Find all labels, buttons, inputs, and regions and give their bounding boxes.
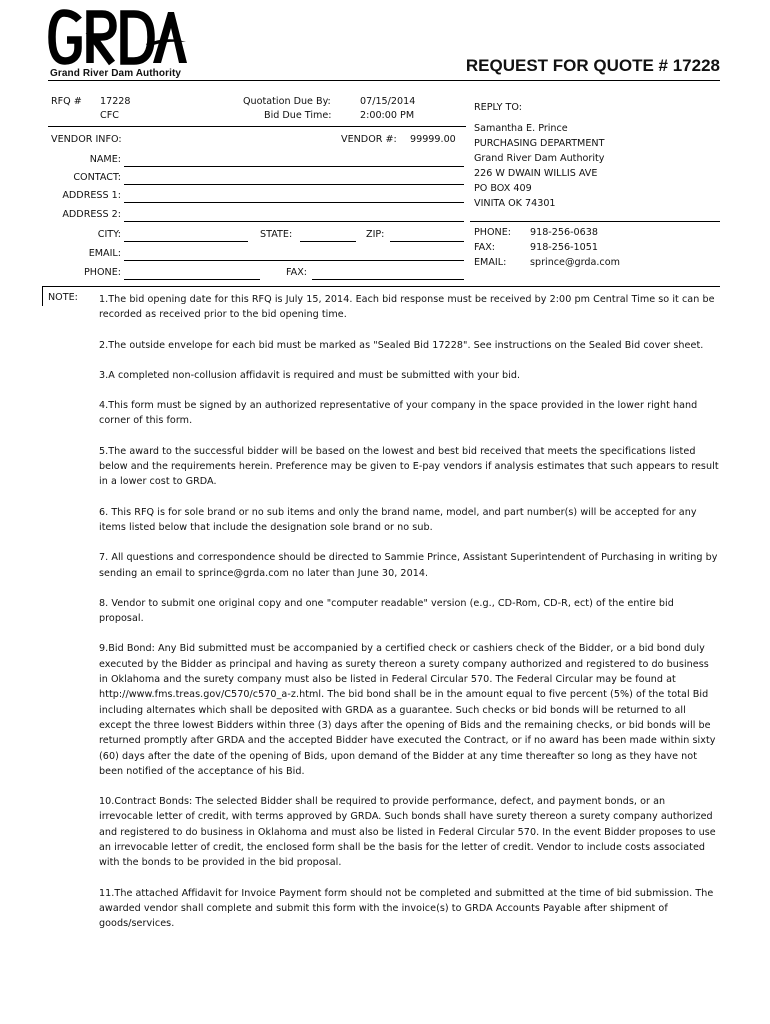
reply-to-line: VINITA OK 74301 <box>474 198 556 209</box>
rfq-label: RFQ # <box>51 96 82 107</box>
note-item: 10.Contract Bonds: The selected Bidder shall be required to provide performance, defect, and payment bonds, or an irrevocable letter of credit, with terms approved by GRDA. Such bonds shall have surety thereon a surety company authorized and registered to do business in Oklahoma and must also be listed in Federal Circular 570. In the event Bidder proposes to use an irrevocable letter of credit, the enclosed form shall be the basis for the letter of credit. Vendor to include costs associated with the bonds to be provided in the bid proposal. <box>99 796 716 869</box>
grda-logo <box>48 8 188 80</box>
note-item: 1.The bid opening date for this RFQ is July 15, 2014. Each bid response must be received by 2:00 pm Central Time so it can be recorded as received prior to the bid opening time. <box>99 294 715 321</box>
reply-fax-label: FAX: <box>474 242 496 253</box>
phone-label: PHONE: <box>83 267 121 278</box>
quotation-due-value: 07/15/2014 <box>360 96 416 107</box>
title-rule <box>48 80 720 81</box>
email-field[interactable] <box>124 260 464 261</box>
note-label: NOTE: <box>48 292 78 303</box>
reply-to-line: PURCHASING DEPARTMENT <box>474 138 605 149</box>
reply-phone-label: PHONE: <box>474 227 512 238</box>
notes-left-rule <box>42 286 43 306</box>
name-field[interactable] <box>124 166 464 167</box>
reply-to-line: Samantha E. Prince <box>474 123 568 134</box>
note-item: 2.The outside envelope for each bid must be marked as "Sealed Bid 17228". See instructions on the Sealed Bid cover sheet. <box>99 339 704 351</box>
reply-to-line: 226 W DWAIN WILLIS AVE <box>474 168 598 179</box>
note-item: 4.This form must be signed by an authorized representative of your company in the space provided in the lower right hand corner of this form. <box>99 400 698 427</box>
reply-email-value: sprince@grda.com <box>530 257 620 268</box>
note-item: 8. Vendor to submit one original copy and one "computer readable" version (e.g., CD-Rom, CD-R, ect) of the entire bid proposal. <box>99 597 674 625</box>
fax-field[interactable] <box>312 279 464 280</box>
vendor-number-label: VENDOR #: <box>341 134 397 145</box>
state-label: STATE: <box>260 229 293 240</box>
reply-to-label: REPLY TO: <box>474 102 522 113</box>
reply-to-rule <box>470 221 720 222</box>
logo-subtitle: Grand River Dam Authority <box>50 68 182 79</box>
document-title: REQUEST FOR QUOTE # 17228 <box>465 56 720 75</box>
contact-field[interactable] <box>124 184 464 185</box>
note-item: 3.A completed non-collusion affidavit is required and must be submitted with your bid. <box>99 369 521 381</box>
logo-mark <box>48 8 188 68</box>
address1-label: ADDRESS 1: <box>62 190 121 201</box>
rfq-code: CFC <box>100 110 119 121</box>
city-label: CITY: <box>97 229 121 240</box>
reply-email-label: EMAIL: <box>474 257 507 268</box>
fax-label: FAX: <box>286 267 308 278</box>
note-item: 5.The award to the successful bidder will be based on the lowest and best bid received that meets the specifications listed below and the requirements herein. Preference may be given to E-pay vendors if analysis estimates that such appears to result in a lower cost to GRDA. <box>99 445 719 488</box>
address2-field[interactable] <box>124 221 464 222</box>
note-item: 7. All questions and correspondence should be directed to Sammie Prince, Assistant Superintendent of Purchasing in writing by sending an email to sprince@grda.com no later than June 30, 2014. <box>99 552 718 579</box>
city-field[interactable] <box>124 241 248 242</box>
reply-fax-value: 918-256-1051 <box>530 242 598 253</box>
state-field[interactable] <box>300 241 356 242</box>
notes-list <box>99 292 719 947</box>
bid-due-value: 2:00:00 PM <box>360 110 415 121</box>
bid-due-label: Bid Due Time: <box>264 110 332 121</box>
reply-to-line: PO BOX 409 <box>474 183 532 194</box>
contact-label: CONTACT: <box>73 172 121 183</box>
reply-to-line: Grand River Dam Authority <box>474 153 605 164</box>
note-item: 9.Bid Bond: Any Bid submitted must be accompanied by a certified check or cashiers check of the Bidder, or a bid bond duly executed by the Bidder as principal and having as surety thereon a surety company authorized and registered to do business in Oklahoma and the surety company must also be listed in Federal Circular 570. The Federal Circular may be found at http://www.fms.treas.gov/C570/c570_a-z.html. The bid bond shall be in the amount equal to five percent (5%) of the total Bid including alternates which shall be deposited with GRDA as a guarantee. Such checks or bid bonds will be returned to all except the three lowest Bidders within three (3) days after the opening of Bids and the remaining checks, or bid bonds will be returned promptly after GRDA and the accepted Bidder have executed the Contract, or if no award has been made within sixty (60) days after the date of the opening of Bids, upon demand of the Bidder at any time thereafter so long as they have not been notified of the acceptance of his Bid. <box>99 643 716 777</box>
vendor-number-value: 99999.00 <box>410 134 456 145</box>
phone-field[interactable] <box>124 279 260 280</box>
rfq-number: 17228 <box>100 96 131 107</box>
reply-phone-value: 918-256-0638 <box>530 227 598 238</box>
notes-top-rule <box>42 286 720 287</box>
address2-label: ADDRESS 2: <box>62 209 121 220</box>
note-item: 6. This RFQ is for sole brand or no sub items and only the brand name, model, and part number(s) will be accepted for any items listed below that include the designation sole brand or no sub. <box>99 506 697 533</box>
email-label: EMAIL: <box>88 248 121 259</box>
vendor-info-label: VENDOR INFO: <box>51 134 122 145</box>
quotation-due-label: Quotation Due By: <box>243 96 331 107</box>
vendor-section-rule <box>48 126 466 127</box>
note-item: 11.The attached Affidavit for Invoice Payment form should not be completed and submitted at the time of bid submission. The awarded vendor shall complete and submit this form with the invoice(s) to GRDA Accounts Payable after shipment of goods/services. <box>99 887 714 930</box>
zip-label: ZIP: <box>366 229 385 240</box>
address1-field[interactable] <box>124 202 464 203</box>
zip-field[interactable] <box>390 241 464 242</box>
name-label: NAME: <box>89 154 121 165</box>
